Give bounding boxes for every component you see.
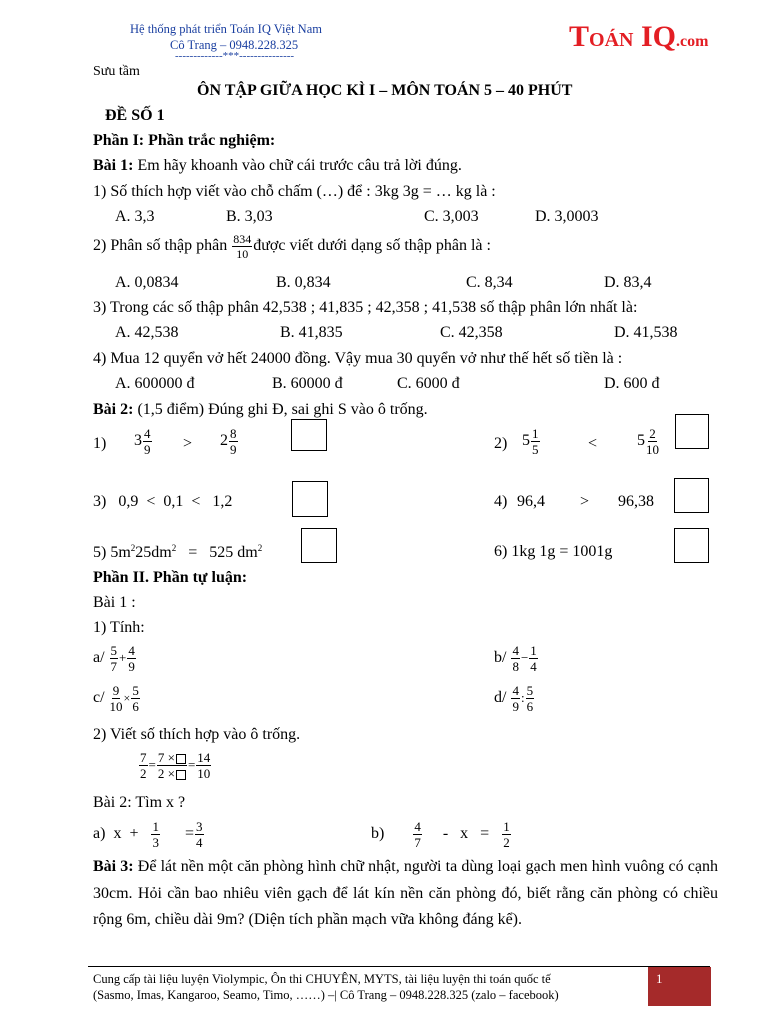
exponent: 2 <box>171 543 177 553</box>
numerator: 14 <box>197 750 211 766</box>
footer-divider <box>88 966 710 967</box>
equals: = <box>480 825 490 843</box>
item-label: b) <box>371 825 385 843</box>
equals: = <box>148 757 156 773</box>
p2-bai1-sub2: 2) Viết số thích hợp vào ô trống. <box>93 726 301 743</box>
answer-box-1[interactable] <box>291 419 327 451</box>
tf-item-2-number: 2) <box>494 435 508 452</box>
q2-denominator: 10 <box>236 247 249 261</box>
answer-box-2[interactable] <box>675 414 709 449</box>
denominator: 6 <box>526 699 534 714</box>
denominator: 9 <box>128 659 135 674</box>
fill-equation <box>138 751 212 780</box>
numerator: 1 <box>530 643 537 658</box>
p2-bai1-label: Bài 1 : <box>93 594 136 611</box>
mixed-whole: 3 <box>134 432 142 450</box>
numerator: 4 <box>144 426 151 441</box>
operator: < <box>146 493 156 510</box>
q3-option-b: B. 41,835 <box>280 324 343 341</box>
logo-iq: IQ <box>633 20 676 53</box>
answer-box-6[interactable] <box>674 528 709 563</box>
p2-bai2-label: Bài 2: Tìm x ? <box>93 794 186 811</box>
q3-option-d: D. 41,538 <box>614 324 678 341</box>
tf-item-4-number: 4) <box>494 493 508 510</box>
denominator: 10 <box>109 699 123 714</box>
tf-item-2-left <box>522 427 541 456</box>
q1-option-b: B. 3,03 <box>226 208 273 225</box>
findx-b <box>371 820 512 849</box>
tf-item-4-operator: > <box>580 493 590 510</box>
denominator: 9 <box>512 699 519 714</box>
denominator: 3 <box>152 835 159 850</box>
bai1-line <box>93 157 462 175</box>
tf-item-4-b: 96,38 <box>618 493 654 510</box>
answer-box-5[interactable] <box>301 528 337 563</box>
equals: = <box>188 544 198 561</box>
blank-box-top[interactable] <box>176 754 186 764</box>
q3-text: 3) Trong các số thập phân 42,538 ; 41,835 ; 42,358 ; 41,538 số thập phân lớn nhất là: <box>93 299 638 316</box>
operator: + <box>129 825 139 843</box>
q4-option-d: D. 600 đ <box>604 375 660 392</box>
denominator: 10 <box>646 442 659 457</box>
answer-box-4[interactable] <box>674 478 709 513</box>
tf-item-3 <box>93 493 232 511</box>
bai2-label: Bài 2: <box>93 401 134 418</box>
part: 5) 5m <box>93 544 131 561</box>
numerator: 5 <box>132 683 139 698</box>
numerator: 7 <box>140 750 147 766</box>
source-note: Sưu tầm <box>93 64 140 79</box>
part: 25dm <box>135 544 172 561</box>
answer-box-3[interactable] <box>292 481 328 517</box>
denominator: 2 <box>140 766 147 782</box>
operator: × <box>123 691 131 706</box>
variable-x: x <box>460 825 469 843</box>
operator: < <box>191 493 201 510</box>
tf-item-6: 6) 1kg 1g = 1001g <box>494 543 613 560</box>
tf-item-5 <box>93 543 262 562</box>
operator: - <box>442 825 449 843</box>
numerator: 4 <box>414 819 421 834</box>
denominator: 5 <box>532 442 539 457</box>
denominator: 4 <box>196 835 203 850</box>
q2-pre: 2) Phân số thập phân <box>93 237 232 255</box>
mixed-whole: 5 <box>637 432 645 450</box>
value-a: 0,9 <box>118 493 139 510</box>
q1-option-d: D. 3,0003 <box>535 208 599 225</box>
denominator: 9 <box>144 442 151 457</box>
q2-option-c: C. 8,34 <box>466 274 513 291</box>
page-number: 1 <box>656 971 663 986</box>
q4-option-c: C. 6000 đ <box>397 375 460 392</box>
numerator: 1 <box>532 426 539 441</box>
page-number-block <box>648 967 711 1006</box>
numerator: 4 <box>512 683 519 698</box>
tf-item-1-operator: > <box>183 435 193 452</box>
tf-item-2-operator: < <box>588 435 598 452</box>
value-c: 1,2 <box>212 493 233 510</box>
denominator: 4 <box>530 659 537 674</box>
numerator: 4 <box>128 643 135 658</box>
part1-heading: Phần I: Phần trắc nghiệm: <box>93 132 276 149</box>
calc-a <box>93 644 137 673</box>
numerator: 9 <box>112 683 120 698</box>
bai1-instruction: Em hãy khoanh vào chữ cái trước câu trả lời đúng. <box>133 157 462 174</box>
tf-item-1-right <box>220 427 239 456</box>
q3-option-a: A. 42,538 <box>115 324 179 341</box>
q2-text <box>93 233 491 260</box>
logo-letter-t: T <box>569 20 590 53</box>
calc-label: d/ <box>494 689 507 707</box>
denominator: 6 <box>132 699 139 714</box>
numerator: 7 × <box>157 750 175 765</box>
q2-option-d: D. 83,4 <box>604 274 652 291</box>
numerator: 5 <box>110 643 118 658</box>
bai2-instruction: (1,5 điểm) Đúng ghi Đ, sai ghi S vào ô trống. <box>133 401 428 418</box>
calc-b <box>494 644 539 673</box>
calc-label: c/ <box>93 689 105 707</box>
part: 525 dm <box>209 544 258 561</box>
denominator: 10 <box>197 766 211 782</box>
equals: = <box>187 757 196 773</box>
tf-item-1-left <box>134 427 153 456</box>
q2-option-a: A. 0,0834 <box>115 274 179 291</box>
numerator: 1 <box>503 819 510 834</box>
denominator: 8 <box>512 659 519 674</box>
blank-box-bottom[interactable] <box>176 770 186 780</box>
numerator: 8 <box>230 426 237 441</box>
p2-bai1-sub1: 1) Tính: <box>93 619 145 636</box>
q4-text: 4) Mua 12 quyển vở hết 24000 đồng. Vậy mua 30 quyển vở như thế hết số tiền là : <box>93 350 623 367</box>
variable-x: x <box>113 825 122 843</box>
calc-c <box>93 684 141 713</box>
q1-option-c: C. 3,003 <box>424 208 479 225</box>
header-rule: -------------***--------------- <box>175 50 295 62</box>
tf-item-3-number: 3) <box>93 493 107 510</box>
calc-label: a/ <box>93 649 105 667</box>
tf-item-1-number: 1) <box>93 435 107 452</box>
q4-option-b: B. 60000 đ <box>272 375 343 392</box>
header-contact: Cô Trang – 0948.228.325 <box>170 38 299 52</box>
header-org: Hệ thống phát triển Toán IQ Việt Nam <box>130 22 322 36</box>
bai2-line <box>93 401 428 419</box>
bai3-text: Để lát nền một căn phòng hình chữ nhật, người ta dùng loại gạch men hình vuông có cạnh 30cm. Hỏi cần bao nhiêu viên gạch để lát kín nền căn phòng đó, biết rằng căn phòng có chiều rộng 6m, chiều dài 9m? (Diện tích phần mạch vữa không đáng kể). <box>93 858 718 928</box>
numerator: 3 <box>196 819 203 834</box>
footer-text <box>93 971 559 1003</box>
exponent: 2 <box>130 543 136 553</box>
exponent: 2 <box>257 543 263 553</box>
bai3-label: Bài 3: <box>93 858 134 875</box>
findx-a <box>93 820 205 849</box>
denominator: 7 <box>414 835 421 850</box>
bai1-label: Bài 1: <box>93 157 134 174</box>
mixed-whole: 2 <box>220 432 228 450</box>
logo <box>569 20 708 54</box>
denominator: 2 <box>503 835 510 850</box>
footer-line-1: Cung cấp tài liệu luyện Violympic, Ôn thi CHUYÊN, MYTS, tài liệu luyện thi toán quốc tế <box>93 972 551 986</box>
q2-option-b: B. 0,834 <box>276 274 331 291</box>
item-label: a) <box>93 825 106 843</box>
numerator: 2 <box>649 426 656 441</box>
equals: = <box>184 825 194 843</box>
logo-dotcom: .com <box>675 33 709 50</box>
tf-item-2-right <box>637 427 660 456</box>
part2-heading: Phần II. Phần tự luận: <box>93 569 248 586</box>
operator: + <box>119 650 127 666</box>
page-title: ÔN TẬP GIỮA HỌC KÌ I – MÔN TOÁN 5 – 40 PHÚT <box>197 82 573 99</box>
operator: − <box>520 650 529 666</box>
denominator: 9 <box>230 442 237 457</box>
q4-option-a: A. 600000 đ <box>115 375 195 392</box>
numerator: 1 <box>152 819 159 834</box>
logo-oan: OÁN <box>589 29 634 51</box>
bai3-paragraph <box>93 854 718 934</box>
denominator: 7 <box>110 659 118 674</box>
q3-option-c: C. 42,358 <box>440 324 503 341</box>
exam-number: ĐỀ SỐ 1 <box>105 107 165 124</box>
q2-post: được viết dưới dạng số thập phân là : <box>253 237 491 255</box>
denominator: 2 × <box>157 766 175 782</box>
q1-option-a: A. 3,3 <box>115 208 155 225</box>
calc-d <box>494 684 535 713</box>
operator: : <box>520 690 525 706</box>
numerator: 4 <box>512 643 519 658</box>
q2-numerator: 834 <box>233 232 252 246</box>
numerator: 5 <box>526 683 534 698</box>
footer-line-2: (Sasmo, Imas, Kangaroo, Seamo, Timo, ……) –| Cô Trang – 0948.228.325 (zalo – facebook) <box>93 988 559 1002</box>
tf-item-4-a: 96,4 <box>517 493 545 510</box>
q1-text: 1) Số thích hợp viết vào chỗ chấm (…) để : 3kg 3g = … kg là : <box>93 183 496 200</box>
mixed-whole: 5 <box>522 432 530 450</box>
value-b: 0,1 <box>163 493 184 510</box>
calc-label: b/ <box>494 649 507 667</box>
